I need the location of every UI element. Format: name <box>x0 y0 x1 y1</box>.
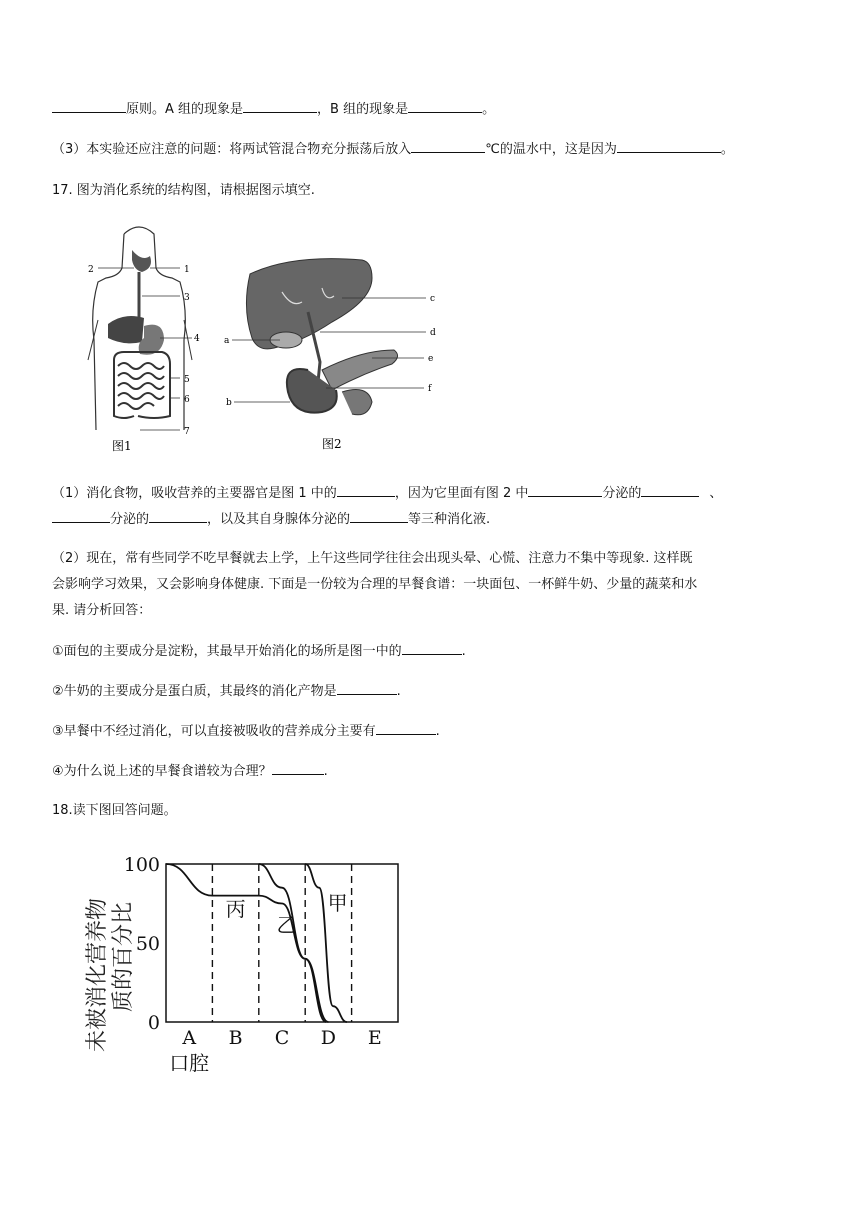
question-18: 18.读下图回答问题。 <box>52 803 177 818</box>
digestion-chart <box>70 840 420 1080</box>
para-2-line-2: 会影响学习效果，又会影响身体健康. 下面是一份较为合理的早餐食谱：一块面包、一杯鲜牛奶、少量的蔬菜和水 <box>52 577 698 592</box>
answer-blank[interactable] <box>408 98 482 113</box>
x-tick-label: C <box>274 1027 290 1049</box>
answer-blank[interactable] <box>149 508 207 523</box>
x-sublabel: 口腔 <box>169 1051 210 1075</box>
y-tick-label: 50 <box>135 933 160 955</box>
fig1-label-5: 5 <box>184 375 190 385</box>
y-axis-label-line-1: 未被消化营养物 <box>85 897 110 1052</box>
figure-digestive-system <box>84 220 216 455</box>
answer-blank[interactable] <box>52 508 110 523</box>
para-2-line-1: （2）现在，常有些同学不吃早餐就去上学，上午这些同学往往会出现头晕、心慌、注意力不集中等现象. 这样既 <box>52 551 693 566</box>
answer-blank[interactable] <box>243 98 317 113</box>
answer-blank[interactable] <box>641 482 699 497</box>
figure-liver-pancreas <box>222 252 452 457</box>
series-line <box>305 864 347 1022</box>
x-tick-label: B <box>228 1027 243 1049</box>
answer-blank[interactable] <box>528 482 602 497</box>
y-axis-label <box>85 898 136 1052</box>
answer-blank[interactable] <box>376 720 436 735</box>
fig2-label-d: d <box>430 328 436 338</box>
fig2-label-e: e <box>428 354 434 364</box>
x-tick-label: E <box>367 1027 382 1049</box>
text-line-2: （3）本实验还应注意的问题：将两试管混合物充分振荡后放入 ℃的温水中，这是因为 。 <box>52 138 808 161</box>
fig2-label-a: a <box>224 336 230 346</box>
para-2-line-3: 果. 请分析回答： <box>52 603 152 618</box>
sub-question-4: ④为什么说上述的早餐食谱较为合理？ . <box>52 760 808 783</box>
answer-blank[interactable] <box>402 640 462 655</box>
sub-question-3: ③早餐中不经过消化，可以直接被吸收的营养成分主要有 . <box>52 720 808 743</box>
x-tick-label: A <box>182 1027 197 1049</box>
series-label: 甲 <box>327 890 348 915</box>
answer-blank[interactable] <box>337 482 395 497</box>
fig2-caption: 图2 <box>322 437 342 451</box>
fig1-label-2: 2 <box>88 265 94 275</box>
answer-blank[interactable] <box>52 98 126 113</box>
series-label: 丙 <box>225 897 246 922</box>
answer-blank[interactable] <box>337 680 397 695</box>
para-1-line-1: （1）消化食物，吸收营养的主要器官是图 1 中的 ，因为它里面有图 2 中 分泌的 、 <box>52 482 808 505</box>
fig1-label-3: 3 <box>184 293 190 303</box>
sub-question-1: ①面包的主要成分是淀粉，其最早开始消化的场所是图一中的 . <box>52 640 808 663</box>
fig1-caption: 图1 <box>112 439 132 453</box>
y-axis-label-line-2: 质的百分比 <box>111 901 136 1012</box>
answer-blank[interactable] <box>617 138 721 153</box>
fig1-label-4: 4 <box>194 334 200 344</box>
fig2-label-c: c <box>430 294 436 304</box>
x-tick-label: D <box>320 1027 337 1049</box>
para-1-line-2: 分泌的 ，以及其自身腺体分泌的 等三种消化液. <box>52 508 808 531</box>
fig1-label-6: 6 <box>184 395 190 405</box>
sub-question-2: ②牛奶的主要成分是蛋白质，其最终的消化产物是 . <box>52 680 808 703</box>
answer-blank[interactable] <box>411 138 485 153</box>
fig2-label-b: b <box>226 398 232 408</box>
question-17: 17. 图为消化系统的结构图，请根据图示填空. <box>52 183 315 198</box>
y-tick-label: 100 <box>123 854 160 876</box>
fig1-label-7: 7 <box>184 427 190 437</box>
fig2-label-f: f <box>428 384 432 394</box>
answer-blank[interactable] <box>272 760 324 775</box>
text-line-1: 原则。A 组的现象是 ，B 组的现象是 。 <box>52 98 808 121</box>
series-line <box>166 864 326 1022</box>
series-label: 乙 <box>276 913 297 938</box>
y-tick-label: 0 <box>147 1012 160 1034</box>
answer-blank[interactable] <box>350 508 408 523</box>
fig1-label-1: 1 <box>184 265 190 275</box>
